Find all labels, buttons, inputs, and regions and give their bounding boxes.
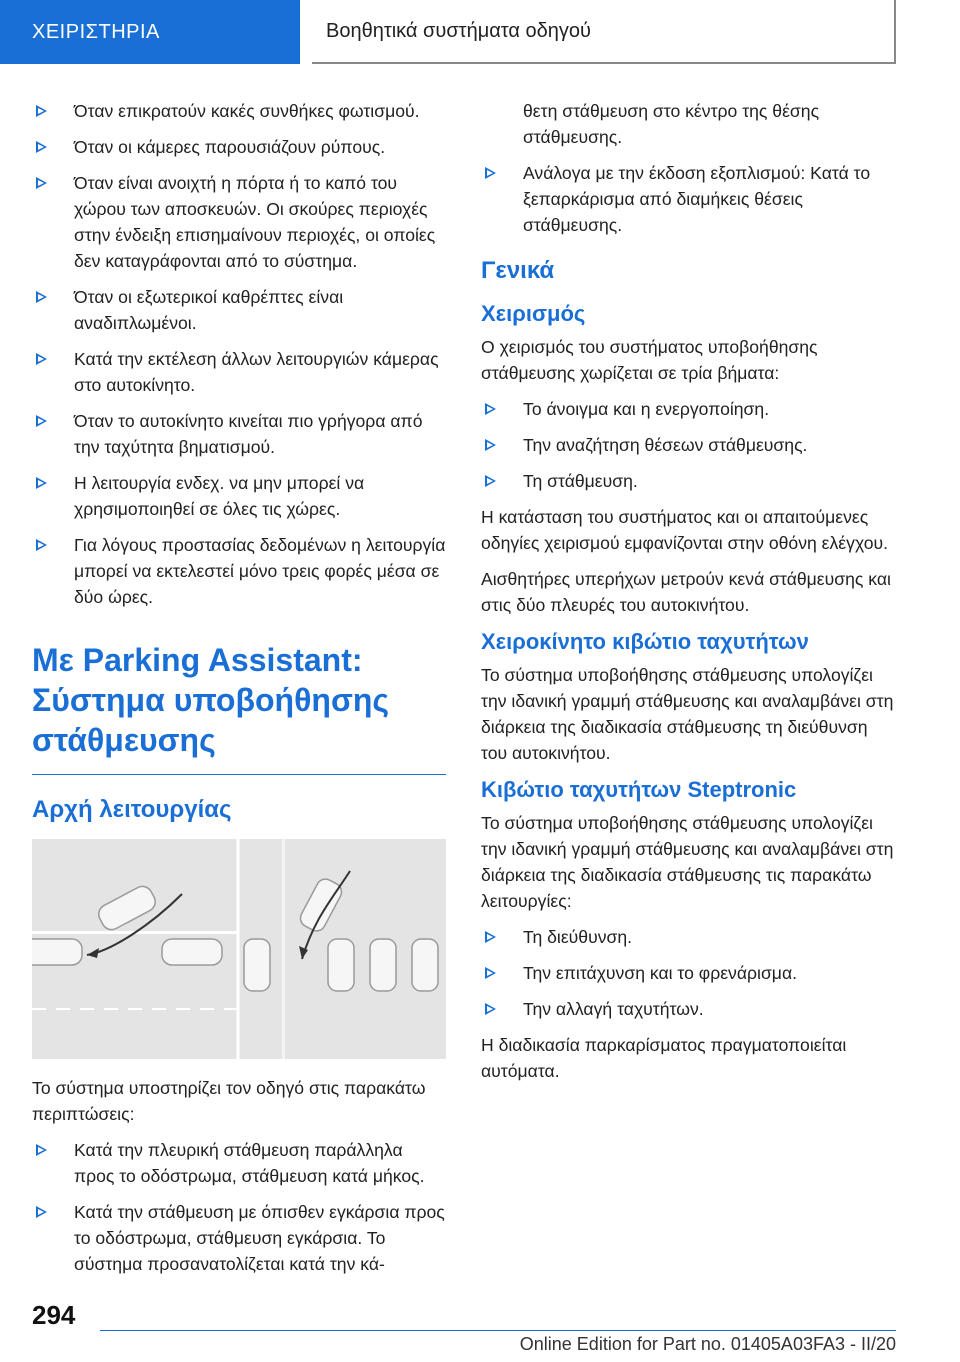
manual-text: Το σύστημα υποβοήθησης στάθμευσης υπολογίζει την ιδανική γραμμή στάθμευσης και αναλαμβάνει στη διάρκεια της διαδικασία στάθμευσης τη διεύθυνση του αυτοκινήτου.	[481, 665, 894, 763]
section-tab[interactable]: ΧΕΙΡΙΣΤΗΡΙΑ	[0, 0, 300, 64]
page-number: 294	[32, 1300, 76, 1330]
triangle-bullet-icon	[36, 539, 47, 551]
list-item: Κατά την στάθμευση με όπισθεν εγκάρσια προς το οδόστρωμα, στάθμευση εγκάρσια. Το σύστημα προσανατολίζεται κατά την κά-	[32, 1199, 446, 1277]
manual-heading: Χειροκίνητο κιβώτιο ταχυτήτων	[481, 629, 809, 654]
sensor-text: Αισθητήρες υπερήχων μετρούν κενά στάθμευσης και στις δύο πλευρές του αυτοκινήτου.	[481, 569, 891, 615]
triangle-bullet-icon	[36, 177, 47, 189]
triangle-bullet-icon	[36, 105, 47, 117]
triangle-bullet-icon	[485, 967, 496, 979]
triangle-bullet-icon	[36, 477, 47, 489]
steps-list	[481, 396, 895, 494]
principle-heading: Αρχή λειτουργίας	[32, 796, 232, 823]
chapter-title: Βοηθητικά συστήματα οδηγού	[312, 0, 896, 64]
triangle-bullet-icon	[36, 415, 47, 427]
list-item: Κατά την πλευρική στάθμευση παράλληλα προς το οδόστρωμα, στάθμευση κατά μήκος.	[32, 1137, 446, 1189]
triangle-bullet-icon	[485, 439, 496, 451]
intro-text: Το σύστημα υποστηρίζει τον οδηγό στις παρακάτω περιπτώσεις:	[32, 1078, 426, 1124]
status-text: Η κατάσταση του συστήματος και οι απαιτούμενες οδηγίες χειρισμού εμφανίζονται στην οθόνη ελέγχου.	[481, 507, 889, 553]
triangle-bullet-icon	[36, 1144, 47, 1156]
continued-text: θετη στάθμευση στο κέντρο της θέσης στάθμευσης.	[523, 101, 820, 147]
edition-text: Online Edition for Part no. 01405A03FA3 - II/20	[519, 1334, 896, 1354]
main-heading: Με Parking Assistant: Σύστημα υποβοήθησης στάθμευσης	[32, 642, 390, 758]
conditions-list	[32, 98, 446, 610]
general-heading: Γενικά	[481, 257, 555, 284]
list-item: Την αλλαγή ταχυτήτων.	[481, 996, 895, 1022]
parking-diagram	[32, 839, 446, 1059]
list-item: Την αναζήτηση θέσεων στάθμευσης.	[481, 432, 895, 458]
right-column	[481, 98, 895, 1094]
list-item: Όταν οι κάμερες παρουσιάζουν ρύπους.	[32, 134, 446, 160]
version-list	[481, 160, 895, 238]
list-item: Για λόγους προστασίας δεδομένων η λειτουργία μπορεί να εκτελεστεί μόνο τρεις φορές μέσα σε δύο ώρες.	[32, 532, 446, 610]
triangle-bullet-icon	[36, 353, 47, 365]
list-item: Τη στάθμευση.	[481, 468, 895, 494]
page-header	[0, 0, 960, 64]
final-text: Η διαδικασία παρκαρίσματος πραγματοποιείται αυτόματα.	[481, 1035, 847, 1081]
steptronic-heading: Κιβώτιο ταχυτήτων Steptronic	[481, 777, 797, 802]
list-item: Ανάλογα με την έκδοση εξοπλισμού: Κατά το ξεπαρκάρισμα από διαμήκεις θέσεις στάθμευσης.	[481, 160, 895, 238]
list-item: Όταν επικρατούν κακές συνθήκες φωτισμού.	[32, 98, 446, 124]
triangle-bullet-icon	[36, 1206, 47, 1218]
footer-divider	[100, 1330, 896, 1331]
cases-list	[32, 1137, 446, 1277]
list-item: Όταν το αυτοκίνητο κινείται πιο γρήγορα από την ταχύτητα βηματισμού.	[32, 408, 446, 460]
steptronic-list	[481, 924, 895, 1022]
list-item: Όταν οι εξωτερικοί καθρέπτες είναι αναδιπλωμένοι.	[32, 284, 446, 336]
triangle-bullet-icon	[36, 291, 47, 303]
steptronic-text: Το σύστημα υποβοήθησης στάθμευσης υπολογίζει την ιδανική γραμμή στάθμευσης και αναλαμβάνει στη διάρκεια της διαδικασία στάθμευσης τις παρακάτω λειτουργίες:	[481, 813, 894, 911]
list-item: Τη διεύθυνση.	[481, 924, 895, 950]
triangle-bullet-icon	[485, 1003, 496, 1015]
triangle-bullet-icon	[36, 141, 47, 153]
parking-illustration	[32, 839, 446, 1059]
list-item: Κατά την εκτέλεση άλλων λειτουργιών κάμερας στο αυτοκίνητο.	[32, 346, 446, 398]
left-column	[32, 98, 446, 1287]
operation-heading: Χειρισμός	[481, 301, 586, 326]
triangle-bullet-icon	[485, 403, 496, 415]
triangle-bullet-icon	[485, 167, 496, 179]
list-item: Το άνοιγμα και η ενεργοποίηση.	[481, 396, 895, 422]
list-item: Όταν είναι ανοιχτή η πόρτα ή το καπό του χώρου των αποσκευών. Οι σκούρες περιοχές στην ένδειξη επισημαίνουν περιοχές, οι οποίες δεν καταγράφονται από το σύστημα.	[32, 170, 446, 274]
heading-divider	[32, 774, 446, 775]
operation-text: Ο χειρισμός του συστήματος υποβοήθησης στάθμευσης χωρίζεται σε τρία βήματα:	[481, 337, 818, 383]
triangle-bullet-icon	[485, 475, 496, 487]
list-item: Η λειτουργία ενδεχ. να μην μπορεί να χρησιμοποιηθεί σε όλες τις χώρες.	[32, 470, 446, 522]
triangle-bullet-icon	[485, 931, 496, 943]
list-item: Την επιτάχυνση και το φρενάρισμα.	[481, 960, 895, 986]
